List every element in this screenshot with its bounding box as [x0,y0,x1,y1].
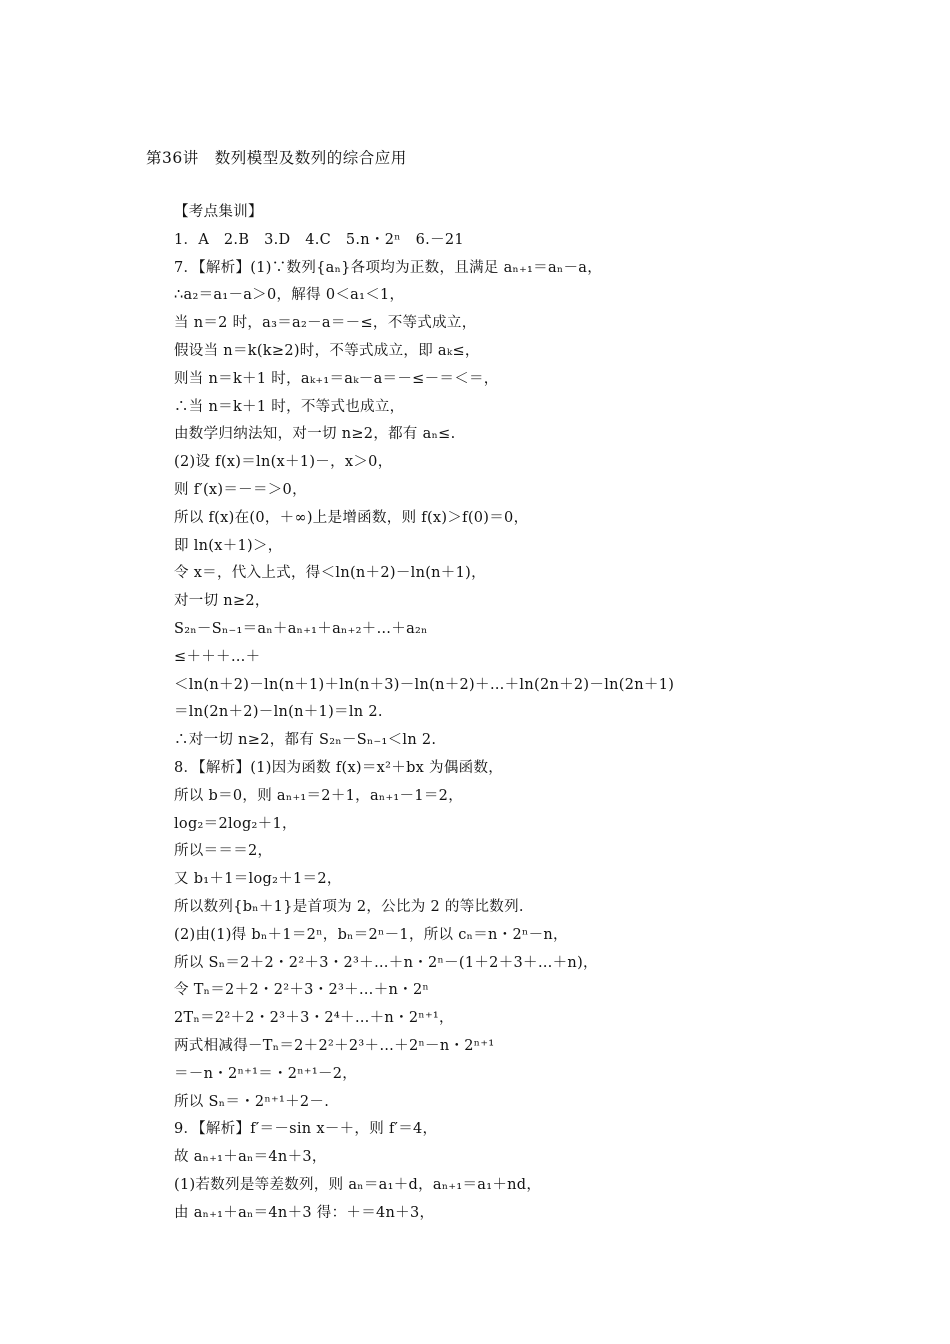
text-line: 8．【解析】(1)因为函数 f(x)＝x²＋bx 为偶函数， [174,759,504,776]
text-line: 1．A 2.B 3.D 4.C 5.n・2ⁿ 6.－21 [174,231,464,248]
text-line: 由数学归纳法知，对一切 n≥2，都有 aₙ≤. [174,426,456,443]
text-line: 又 b₁＋1＝log₂＋1＝2， [174,871,342,888]
text-line: (2)由(1)得 bₙ＋1＝2ⁿ，bₙ＝2ⁿ－1，所以 cₙ＝n・2ⁿ－n， [174,926,568,943]
text-line: 所以数列{bₙ＋1}是首项为 2，公比为 2 的等比数列. [174,898,524,915]
text-line: 由 aₙ₊₁＋aₙ＝4n＋3 得：＋＝4n＋3， [174,1204,435,1221]
text-line: 【考点集训】 [174,204,263,220]
text-line: (2)设 f(x)＝ln(x＋1)－，x＞0， [174,454,393,471]
text-line: 所以 Sₙ＝2＋2・2²＋3・2³＋…＋n・2ⁿ－(1＋2＋3＋…＋n)， [174,954,598,971]
text-line: ∴a₂＝a₁－a＞0，解得 0＜a₁＜1， [174,287,405,304]
text-line: 令 Tₙ＝2＋2・2²＋3・2³＋…＋n・2ⁿ [174,982,430,999]
text-line: 所以 Sₙ＝・2ⁿ⁺¹＋2－. [174,1093,330,1110]
text-line: 令 x＝，代入上式，得＜ln(n＋2)－ln(n＋1)， [174,565,486,582]
text-line: S₂ₙ－Sₙ₋₁＝aₙ＋aₙ₊₁＋aₙ₊₂＋…＋a₂ₙ [174,620,428,637]
text-line: 所以 b＝0，则 aₙ₊₁＝2＋1，aₙ₊₁－1＝2， [174,787,463,804]
text-line: 两式相减得－Tₙ＝2＋2²＋2³＋…＋2ⁿ－n・2ⁿ⁺¹ [174,1037,495,1054]
text-line: 则 f′(x)＝－＝＞0， [174,481,307,498]
text-line: ＝－n・2ⁿ⁺¹＝・2ⁿ⁺¹－2， [174,1065,358,1082]
text-line: 假设当 n＝k(k≥2)时，不等式成立，即 aₖ≤， [174,342,480,359]
text-line: log₂＝2log₂＋1， [174,815,297,832]
text-line: 9．【解析】f′＝－sin x－＋，则 f′＝4， [174,1121,438,1138]
text-line: 故 aₙ₊₁＋aₙ＝4n＋3， [174,1149,327,1166]
text-line: 则当 n＝k＋1 时，aₖ₊₁＝aₖ－a＝－≤－＝＜＝， [174,370,499,387]
text-line: 7．【解析】(1)∵数列{aₙ}各项均为正数，且满足 aₙ₊₁＝aₙ－a， [174,259,603,276]
text-line: 2Tₙ＝2²＋2・2³＋3・2⁴＋…＋n・2ⁿ⁺¹， [174,1010,454,1027]
text-line: 对一切 n≥2， [174,593,270,610]
text-line: 所以＝＝＝2， [174,843,273,860]
text-line: ∴对一切 n≥2，都有 S₂ₙ－Sₙ₋₁＜ln 2. [174,732,437,749]
text-line: ≤＋＋＋…＋ [174,648,261,665]
answer-body [174,199,934,1227]
text-line: ∴当 n＝k＋1 时，不等式也成立， [174,398,405,415]
text-line: (1)若数列是等差数列，则 aₙ＝a₁＋d，aₙ₊₁＝a₁＋nd， [174,1176,542,1193]
text-line: ＜ln(n＋2)－ln(n＋1)＋ln(n＋3)－ln(n＋2)＋…＋ln(2n＋2)－ln(2n＋1) [174,676,675,693]
text-line: 当 n＝2 时，a₃＝a₂－a＝－≤，不等式成立， [174,315,477,332]
text-line: 即 ln(x＋1)＞， [174,537,283,554]
page-title: 第36讲 数列模型及数列的综合应用 [146,149,407,167]
text-line: ＝ln(2n＋2)－ln(n＋1)＝ln 2. [174,704,383,721]
text-line: 所以 f(x)在(0，＋∞)上是增函数，则 f(x)＞f(0)＝0， [174,509,529,526]
